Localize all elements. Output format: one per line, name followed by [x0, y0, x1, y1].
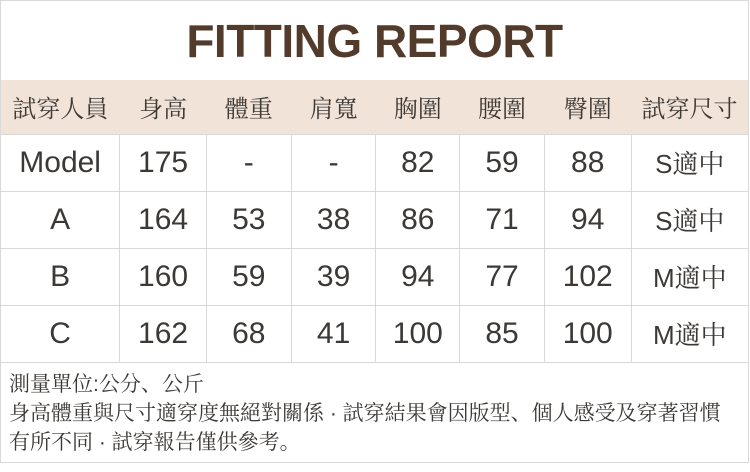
table-cell: 175	[120, 134, 207, 191]
table-row-b	[1, 248, 748, 305]
row-label: C	[1, 305, 120, 362]
header-cell-hip: 臀圍	[544, 80, 631, 134]
header-cell-shoulder: 肩寬	[291, 80, 376, 134]
table-cell: -	[291, 134, 376, 191]
header-cell-bust: 胸圍	[376, 80, 460, 134]
table-cell-size: M適中	[631, 248, 748, 305]
header-row	[1, 80, 748, 134]
row-label: A	[1, 191, 120, 248]
table-cell: 100	[544, 305, 631, 362]
table-cell: 53	[206, 191, 291, 248]
table-row-c	[1, 305, 748, 362]
table-cell: 82	[376, 134, 460, 191]
table-cell: 160	[120, 248, 207, 305]
header-cell-weight: 體重	[206, 80, 291, 134]
table-cell: 39	[291, 248, 376, 305]
table-cell: 162	[120, 305, 207, 362]
table-cell-size: S適中	[631, 191, 748, 248]
table-cell: 77	[460, 248, 545, 305]
table-cell-size: S適中	[631, 134, 748, 191]
title-area	[1, 1, 748, 80]
table-cell: 102	[544, 248, 631, 305]
table-cell: 94	[376, 248, 460, 305]
table-row-a	[1, 191, 748, 248]
disclaimer-note: 身高體重與尺寸適穿度無絕對關係 · 試穿結果會因版型、個人感受及穿著習慣有所不同 · 試穿報告僅供參考。	[9, 401, 721, 454]
table-cell: 85	[460, 305, 545, 362]
table-cell-size: M適中	[631, 305, 748, 362]
table-cell: 100	[376, 305, 460, 362]
page-title: FITTING REPORT	[186, 14, 563, 67]
table-cell: 41	[291, 305, 376, 362]
fitting-table	[1, 80, 748, 459]
table-cell: 68	[206, 305, 291, 362]
header-cell-height: 身高	[120, 80, 207, 134]
table-cell: 94	[544, 191, 631, 248]
table-cell: 71	[460, 191, 545, 248]
table-cell: 86	[376, 191, 460, 248]
table-cell: 59	[460, 134, 545, 191]
notes-cell	[1, 362, 748, 459]
row-label: Model	[1, 134, 120, 191]
measure-unit-note: 測量單位:公分、公斤	[9, 372, 204, 396]
table-cell: 88	[544, 134, 631, 191]
table-cell: -	[206, 134, 291, 191]
row-label: B	[1, 248, 120, 305]
table-cell: 59	[206, 248, 291, 305]
table-row-model	[1, 134, 748, 191]
notes-row	[1, 362, 748, 459]
table-cell: 164	[120, 191, 207, 248]
header-cell-tester: 試穿人員	[1, 80, 120, 134]
header-cell-fit-size: 試穿尺寸	[631, 80, 748, 134]
table-cell: 38	[291, 191, 376, 248]
header-cell-waist: 腰圍	[460, 80, 545, 134]
